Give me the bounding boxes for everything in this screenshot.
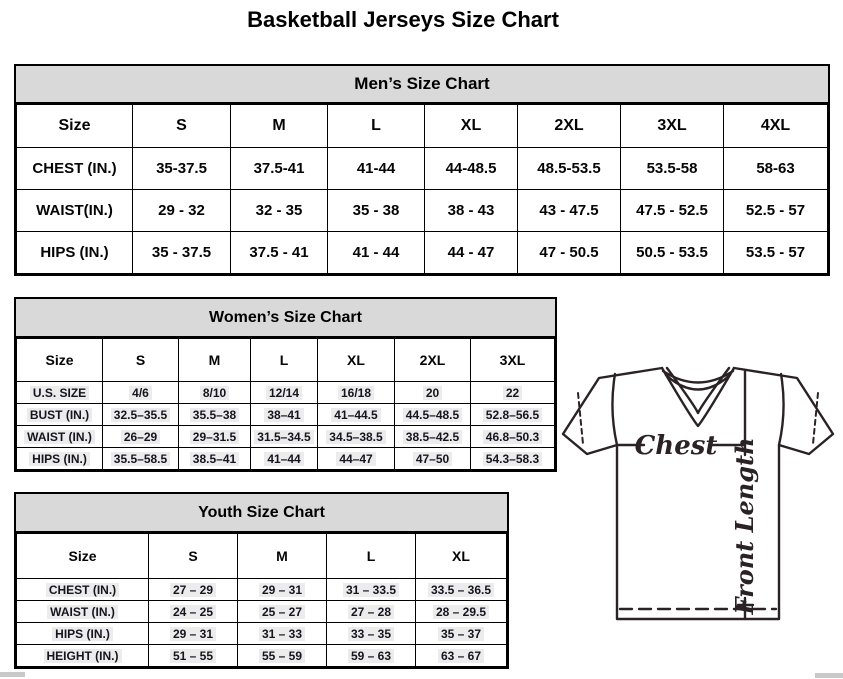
womens-cell-text: 47–50: [413, 452, 452, 466]
womens-cell-text: 22: [503, 386, 522, 400]
mens-cell: 32 - 35: [231, 190, 328, 232]
mens-waist-row: [17, 190, 828, 232]
scrollbar-fragment-right: [815, 673, 843, 678]
scrollbar-fragment-left: [0, 672, 25, 677]
mens-col-header: Size: [17, 105, 133, 148]
youth-cell: [149, 623, 238, 645]
womens-cell: [103, 404, 179, 426]
youth-row-label: [17, 645, 149, 667]
youth-header-row: [17, 534, 507, 579]
womens-cell-text: 35.5–38: [190, 408, 239, 422]
mens-cell: 43 - 47.5: [518, 190, 621, 232]
womens-col-header: S: [103, 339, 179, 382]
womens-cell: [103, 382, 179, 404]
mens-cell: 41-44: [328, 148, 425, 190]
womens-cell-text: 31.5–34.5: [254, 430, 313, 444]
womens-cell: [103, 448, 179, 470]
womens-cell-text: 41–44.5: [331, 408, 380, 422]
youth-cell: [327, 645, 416, 667]
mens-row-label: CHEST (IN.): [17, 148, 133, 190]
womens-cell-text: 32.5–35.5: [111, 408, 170, 422]
mens-chest-row: [17, 148, 828, 190]
youth-cell: [416, 623, 507, 645]
womens-cell: [103, 426, 179, 448]
womens-cell: [251, 404, 318, 426]
youth-cell: [416, 645, 507, 667]
womens-cell-text: 38.5–41: [190, 452, 239, 466]
womens-hips-row: [17, 448, 555, 470]
womens-cell: [179, 382, 251, 404]
womens-cell-text: 29–31.5: [190, 430, 239, 444]
womens-size-table: [16, 338, 555, 470]
youth-col-header: L: [327, 534, 416, 579]
chest-label: Chest: [634, 431, 718, 461]
womens-cell-text: 38.5–42.5: [403, 430, 462, 444]
womens-bust-row: [17, 404, 555, 426]
jersey-cuff-dashed-line: [578, 393, 583, 444]
youth-waist-row: [17, 601, 507, 623]
youth-cell: [149, 579, 238, 601]
youth-col-header: Size: [17, 534, 149, 579]
youth-chest-row: [17, 579, 507, 601]
youth-cell: [416, 601, 507, 623]
mens-col-header: 4XL: [724, 105, 828, 148]
mens-row-label: WAIST(IN.): [17, 190, 133, 232]
womens-cell: [471, 382, 555, 404]
youth-cell-text: 63 – 67: [438, 649, 484, 663]
womens-cell: [395, 448, 471, 470]
jersey-cuff-dashed-line: [813, 393, 818, 444]
mens-cell: 48.5-53.5: [518, 148, 621, 190]
youth-hips-row: [17, 623, 507, 645]
mens-col-header: M: [231, 105, 328, 148]
womens-row-label-text: HIPS (IN.): [29, 452, 90, 466]
page-title: Basketball Jerseys Size Chart: [247, 7, 559, 32]
youth-col-header: M: [238, 534, 327, 579]
womens-cell: [179, 426, 251, 448]
womens-cell: [471, 448, 555, 470]
youth-row-label-text: WAIST (IN.): [47, 605, 118, 619]
womens-cell-text: 46.8–50.3: [483, 430, 542, 444]
youth-cell: [238, 645, 327, 667]
mens-size-table: [16, 104, 828, 274]
womens-cell-text: 38–41: [264, 408, 303, 422]
womens-cell: [179, 448, 251, 470]
womens-cell-text: 12/14: [266, 386, 302, 400]
mens-cell: 53.5-58: [621, 148, 724, 190]
womens-cell-text: 35.5–58.5: [111, 452, 170, 466]
youth-cell-text: 33 – 35: [348, 627, 394, 641]
mens-row-label: HIPS (IN.): [17, 232, 133, 274]
youth-cell-text: 29 – 31: [259, 583, 305, 597]
youth-chart-title: Youth Size Chart: [16, 494, 507, 533]
womens-cell: [318, 382, 395, 404]
mens-cell: 53.5 - 57: [724, 232, 828, 274]
youth-row-label-text: HEIGHT (IN.): [44, 649, 122, 663]
mens-cell: 37.5 - 41: [231, 232, 328, 274]
womens-cell: [395, 426, 471, 448]
youth-cell: [238, 623, 327, 645]
womens-row-label: [17, 382, 103, 404]
womens-col-header: XL: [318, 339, 395, 382]
jersey-armhole-seam: [779, 374, 784, 445]
womens-cell: [471, 426, 555, 448]
mens-chart-title: Men’s Size Chart: [16, 66, 828, 104]
youth-cell-text: 31 – 33: [259, 627, 305, 641]
youth-cell: [149, 645, 238, 667]
youth-cell: [327, 579, 416, 601]
womens-row-label: [17, 448, 103, 470]
womens-cell: [471, 404, 555, 426]
youth-cell: [149, 601, 238, 623]
mens-size-chart: [14, 64, 830, 276]
youth-cell: [327, 623, 416, 645]
youth-cell-text: 59 – 63: [348, 649, 394, 663]
womens-cell-text: 4/6: [129, 386, 152, 400]
jersey-measurement-diagram: [557, 358, 839, 626]
youth-cell-text: 51 – 55: [170, 649, 216, 663]
womens-cell: [179, 404, 251, 426]
youth-cell-text: 35 – 37: [438, 627, 484, 641]
youth-col-header: S: [149, 534, 238, 579]
womens-cell: [318, 404, 395, 426]
mens-cell: 35 - 37.5: [133, 232, 231, 274]
womens-size-chart: [14, 297, 557, 472]
youth-cell-text: 31 – 33.5: [343, 583, 399, 597]
womens-ussize-row: [17, 382, 555, 404]
mens-col-header: L: [328, 105, 425, 148]
mens-col-header: 2XL: [518, 105, 621, 148]
mens-cell: 37.5-41: [231, 148, 328, 190]
womens-cell: [395, 404, 471, 426]
youth-row-label: [17, 601, 149, 623]
mens-cell: 47.5 - 52.5: [621, 190, 724, 232]
mens-col-header: 3XL: [621, 105, 724, 148]
mens-cell: 50.5 - 53.5: [621, 232, 724, 274]
youth-row-label-text: HIPS (IN.): [52, 627, 113, 641]
mens-col-header: XL: [425, 105, 518, 148]
womens-col-header: Size: [17, 339, 103, 382]
youth-size-table: [16, 533, 507, 667]
womens-cell-text: 34.5–38.5: [326, 430, 385, 444]
womens-col-header: 3XL: [471, 339, 555, 382]
womens-cell: [251, 382, 318, 404]
youth-height-row: [17, 645, 507, 667]
womens-cell: [318, 426, 395, 448]
youth-cell-text: 28 – 29.5: [433, 605, 489, 619]
front-length-label: Front Length: [730, 437, 759, 615]
mens-cell: 44 - 47: [425, 232, 518, 274]
womens-col-header: M: [179, 339, 251, 382]
youth-cell-text: 27 – 28: [348, 605, 394, 619]
womens-cell-text: 52.8–56.5: [483, 408, 542, 422]
womens-row-label: [17, 426, 103, 448]
youth-row-label-text: CHEST (IN.): [46, 583, 119, 597]
womens-cell-text: 20: [423, 386, 442, 400]
mens-cell: 35 - 38: [328, 190, 425, 232]
mens-col-header: S: [133, 105, 231, 148]
womens-header-row: [17, 339, 555, 382]
womens-chart-title: Women’s Size Chart: [16, 299, 555, 338]
womens-row-label: [17, 404, 103, 426]
mens-cell: 35-37.5: [133, 148, 231, 190]
youth-row-label: [17, 579, 149, 601]
womens-cell: [395, 382, 471, 404]
youth-cell: [416, 579, 507, 601]
youth-cell-text: 29 – 31: [170, 627, 216, 641]
womens-cell: [251, 448, 318, 470]
womens-cell-text: 8/10: [200, 386, 229, 400]
youth-col-header: XL: [416, 534, 507, 579]
mens-hips-row: [17, 232, 828, 274]
youth-cell-text: 33.5 – 36.5: [428, 583, 494, 597]
mens-cell: 41 - 44: [328, 232, 425, 274]
womens-cell: [251, 426, 318, 448]
youth-cell: [327, 601, 416, 623]
womens-row-label-text: WAIST (IN.): [24, 430, 95, 444]
youth-cell: [238, 601, 327, 623]
womens-col-header: 2XL: [395, 339, 471, 382]
womens-cell-text: 41–44: [264, 452, 303, 466]
youth-cell-text: 24 – 25: [170, 605, 216, 619]
womens-cell-text: 44.5–48.5: [403, 408, 462, 422]
youth-cell-text: 25 – 27: [259, 605, 305, 619]
womens-cell-text: 44–47: [336, 452, 375, 466]
youth-cell: [238, 579, 327, 601]
womens-cell-text: 54.3–58.3: [483, 452, 542, 466]
jersey-outline: [563, 368, 833, 619]
mens-cell: 47 - 50.5: [518, 232, 621, 274]
mens-cell: 58-63: [724, 148, 828, 190]
mens-header-row: [17, 105, 828, 148]
womens-cell-text: 16/18: [338, 386, 374, 400]
jersey-armhole-seam: [612, 374, 617, 445]
womens-row-label-text: U.S. SIZE: [30, 386, 89, 400]
youth-size-chart: [14, 492, 509, 669]
womens-cell: [318, 448, 395, 470]
womens-waist-row: [17, 426, 555, 448]
womens-col-header: L: [251, 339, 318, 382]
womens-row-label-text: BUST (IN.): [27, 408, 92, 422]
youth-cell-text: 55 – 59: [259, 649, 305, 663]
mens-cell: 38 - 43: [425, 190, 518, 232]
mens-cell: 44-48.5: [425, 148, 518, 190]
youth-cell-text: 27 – 29: [170, 583, 216, 597]
mens-cell: 52.5 - 57: [724, 190, 828, 232]
mens-cell: 29 - 32: [133, 190, 231, 232]
womens-cell-text: 26–29: [121, 430, 160, 444]
youth-row-label: [17, 623, 149, 645]
